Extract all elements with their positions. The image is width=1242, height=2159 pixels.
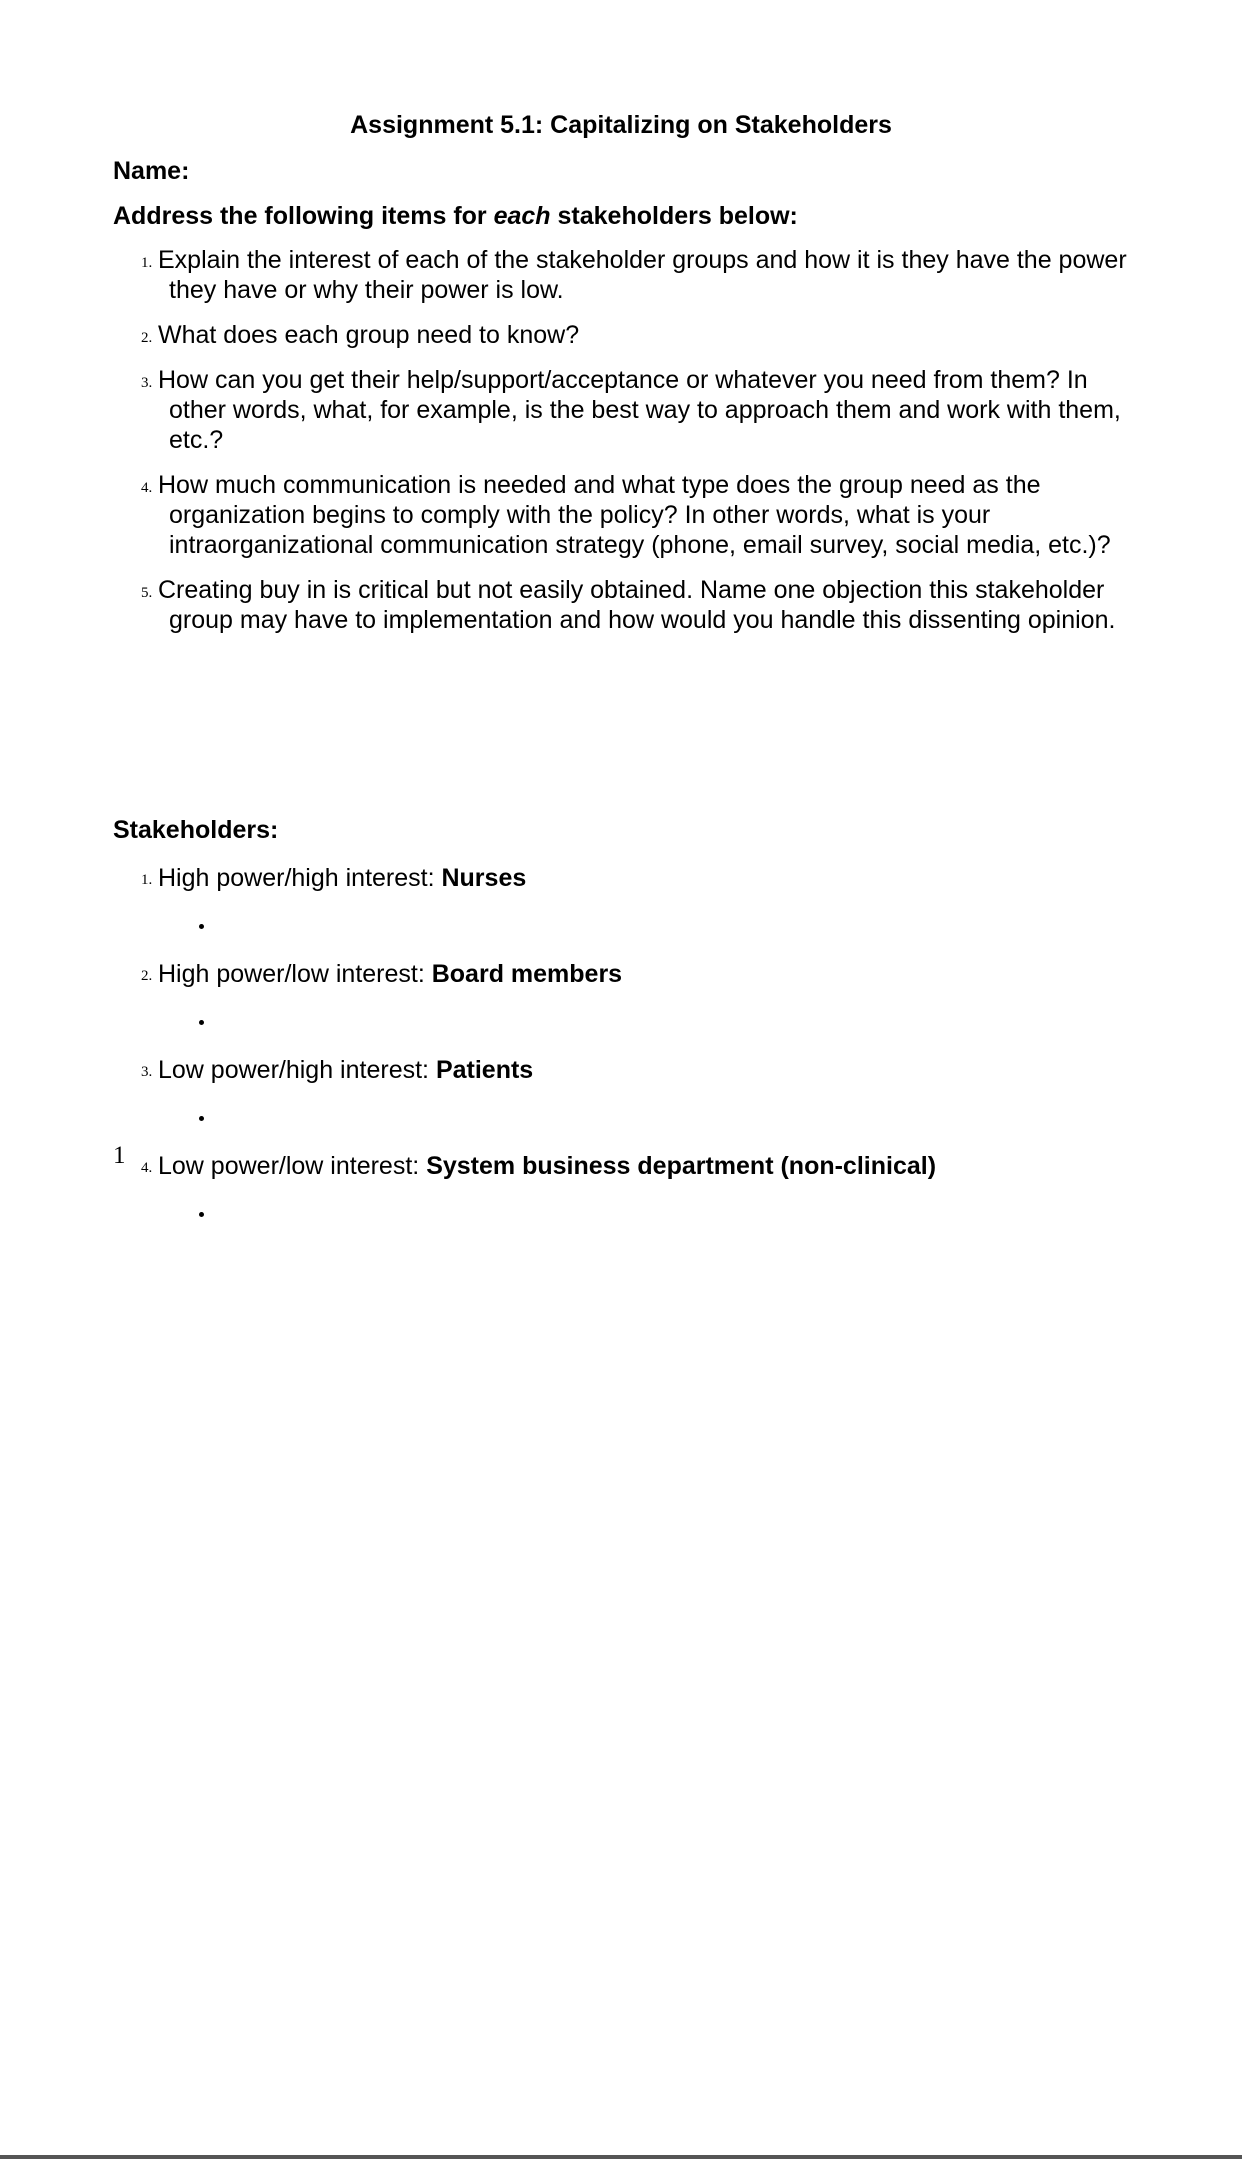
empty-bullet (199, 1212, 204, 1217)
stakeholder-name: Nurses (441, 864, 527, 892)
stakeholder-name: System business department (non-clinical) (426, 1152, 937, 1180)
list-item-text: Explain the interest of each of the stakeholder groups and how it is they have the power they have or why their power is low. (158, 246, 1127, 304)
stakeholder-item (113, 858, 1133, 954)
stakeholder-item (113, 1050, 1133, 1146)
document-title: Assignment 5.1: Capitalizing on Stakeholders (350, 111, 892, 139)
instructions-heading (113, 196, 798, 236)
stakeholder-number: 1. (141, 872, 153, 888)
list-item-text: Creating buy in is critical but not easily obtained. Name one objection this stakeholder group may have to implementation and how would you handle this dissenting opinion. (158, 576, 1116, 634)
empty-bullet (199, 1020, 204, 1025)
empty-bullet (199, 924, 204, 929)
bottom-divider (0, 2155, 1242, 2159)
page-number: 1 (113, 1142, 126, 1169)
list-item-text: What does each group need to know? (158, 321, 580, 349)
stakeholder-item (113, 954, 1133, 1050)
list-item-number: 3. (141, 375, 153, 391)
stakeholder-name: Patients (435, 1056, 534, 1084)
list-item (113, 470, 1133, 560)
stakeholder-category: Low power/high interest: (158, 1056, 436, 1084)
stakeholders-list (113, 858, 1133, 1242)
list-item-number: 5. (141, 585, 153, 601)
list-item-number: 2. (141, 330, 153, 346)
stakeholder-number: 4. (141, 1160, 153, 1176)
list-item (113, 245, 1133, 305)
list-item-number: 1. (141, 255, 153, 271)
stakeholder-number: 3. (141, 1064, 153, 1080)
name-label: Name: (113, 157, 190, 185)
instructions-text-after: stakeholders below: (550, 202, 798, 230)
list-item (113, 320, 1133, 350)
stakeholder-number: 2. (141, 968, 153, 984)
instructions-emphasis: each (493, 202, 551, 230)
list-item-text: How can you get their help/support/acceptance or whatever you need from them? In other words, what, for example, is the best way to approach them and work with them, etc.? (158, 366, 1121, 454)
stakeholder-category: High power/low interest: (158, 960, 432, 988)
stakeholder-category: High power/high interest: (158, 864, 442, 892)
stakeholder-category: Low power/low interest: (158, 1152, 427, 1180)
list-item-text: How much communication is needed and what type does the group need as the organization begins to comply with the policy? In other words, what is your intraorganizational communication strategy (phone, email survey, social media, etc.)? (158, 471, 1111, 559)
empty-bullet (199, 1116, 204, 1121)
list-item (113, 365, 1133, 455)
list-item (113, 575, 1133, 635)
list-item-number: 4. (141, 480, 153, 496)
stakeholder-item (113, 1146, 1133, 1242)
stakeholders-heading: Stakeholders: (113, 816, 279, 844)
assignment-items-list (113, 245, 1133, 650)
stakeholder-name: Board members (431, 960, 623, 988)
instructions-text-before: Address the following items for (113, 202, 494, 230)
